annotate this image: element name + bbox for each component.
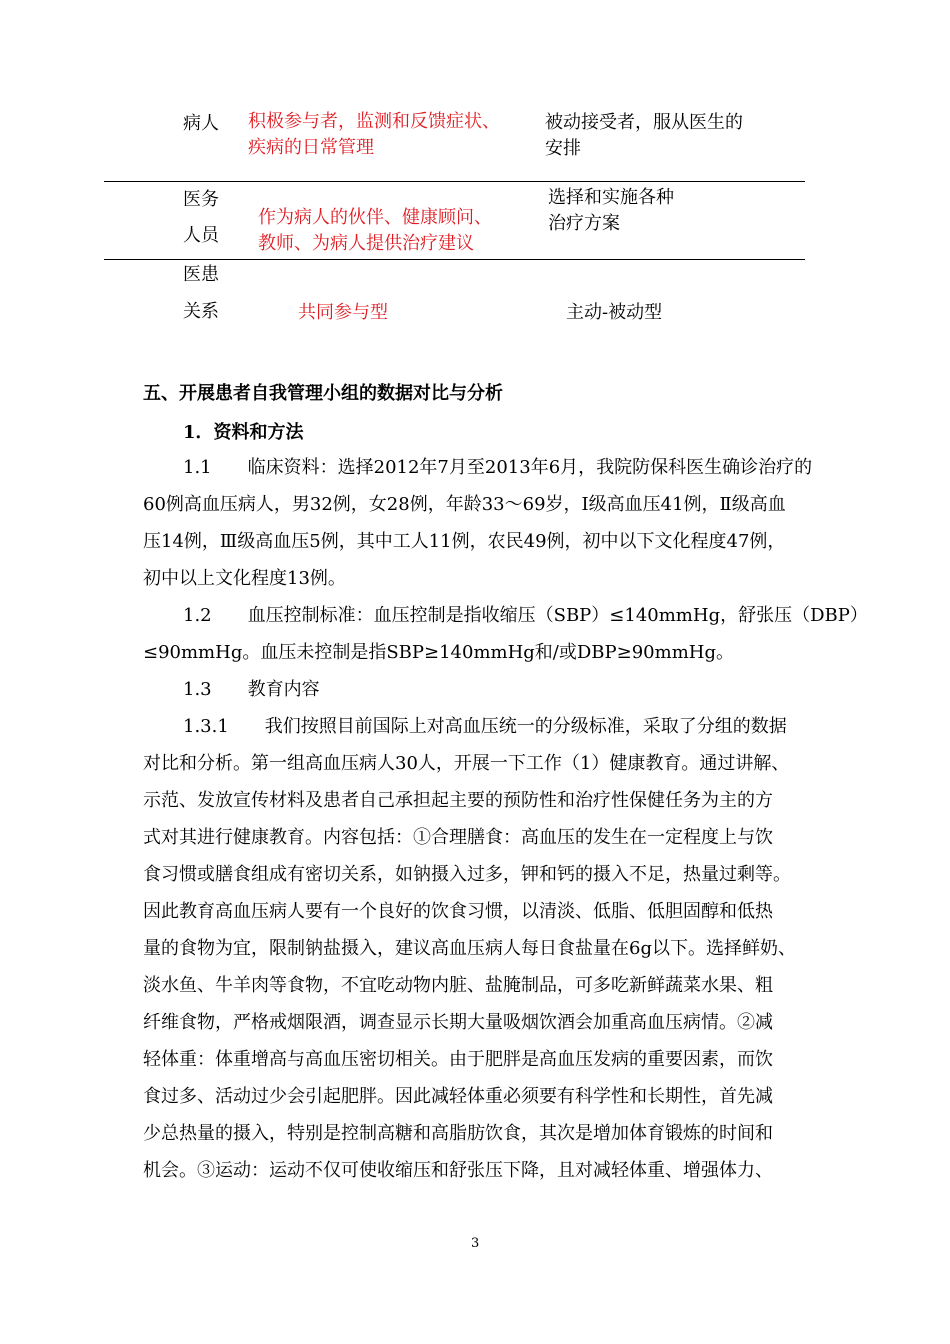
paragraph — [143, 449, 868, 597]
cell-line: 共同参与型 — [298, 302, 388, 323]
section-subtitle: 1．资料和方法 — [183, 422, 304, 443]
row-label-line: 病人 — [183, 113, 219, 134]
row-patient-label — [183, 111, 219, 137]
row-relationship-label — [183, 262, 219, 325]
row-label-line: 医患 — [183, 264, 219, 285]
paragraph-line: 初中以上文化程度13例。 — [143, 568, 346, 589]
cell-line: 治疗方案 — [548, 213, 620, 234]
paragraph-line: 因此教育高血压病人要有一个良好的饮食习惯，以清淡、低脂、低胆固醇和低热 — [143, 901, 773, 922]
row-label-line: 关系 — [183, 301, 219, 322]
paragraph-line: 对比和分析。第一组高血压病人30人，开展一下工作（1）健康教育。通过讲解、 — [143, 753, 790, 774]
paragraph-line: 量的食物为宜，限制钠盐摄入，建议高血压病人每日食盐量在6g以下。选择鲜奶、 — [143, 938, 796, 959]
row-patient-traditional — [545, 110, 743, 162]
table-rule — [104, 259, 805, 260]
cell-line: 安排 — [545, 138, 581, 159]
row-relationship-traditional — [566, 300, 662, 326]
paragraph-line: 少总热量的摄入，特别是控制高糖和高脂肪饮食，其次是增加体育锻炼的时间和 — [143, 1123, 773, 1144]
paragraph-line: 1.1 临床资料：选择2012年7月至2013年6月，我院防保科医生确诊治疗的 — [183, 457, 813, 478]
paragraph-line: 60例高血压病人，男32例，女28例，年龄33～69岁，Ⅰ级高血压41例，Ⅱ级高血 — [143, 494, 786, 515]
row-staff-label — [183, 187, 219, 249]
cell-line: 教师、为病人提供治疗建议 — [258, 233, 474, 254]
paragraph-line: 1.2 血压控制标准：血压控制是指收缩压（SBP）≤140mmHg，舒张压（DBP） — [183, 605, 868, 626]
paragraph-line: 式对其进行健康教育。内容包括：①合理膳食：高血压的发生在一定程度上与饮 — [143, 827, 773, 848]
section-title: 五、开展患者自我管理小组的数据对比与分析 — [143, 383, 503, 404]
paragraph — [143, 708, 868, 1189]
page-number: 3 — [471, 1236, 480, 1251]
paragraph — [143, 671, 868, 708]
cell-line: 疾病的日常管理 — [248, 137, 374, 158]
row-patient-self-management — [248, 109, 500, 161]
cell-line: 选择和实施各种 — [548, 187, 674, 208]
paragraph-line: 轻体重：体重增高与高血压密切相关。由于肥胖是高血压发病的重要因素，而饮 — [143, 1049, 773, 1070]
cell-line: 被动接受者，服从医生的 — [545, 112, 743, 133]
paragraph-line: 食过多、活动过少会引起肥胖。因此减轻体重必须要有科学性和长期性，首先减 — [143, 1086, 773, 1107]
paragraph-line: 淡水鱼、牛羊肉等食物，不宜吃动物内脏、盐腌制品，可多吃新鲜蔬菜水果、粗 — [143, 975, 773, 996]
row-label-line: 医务 — [183, 189, 219, 210]
body-text — [143, 449, 868, 1189]
paragraph-line: 食习惯或膳食组成有密切关系，如钠摄入过多，钾和钙的摄入不足，热量过剩等。 — [143, 864, 791, 885]
paragraph-line: ≤90mmHg。血压未控制是指SBP≥140mmHg和/或DBP≥90mmHg。 — [143, 642, 734, 663]
paragraph-line: 机会。③运动：运动不仅可使收缩压和舒张压下降，且对减轻体重、增强体力、 — [143, 1160, 773, 1181]
paragraph-line: 纤维食物，严格戒烟限酒，调查显示长期大量吸烟饮酒会加重高血压病情。②减 — [143, 1012, 773, 1033]
table-rule — [104, 181, 805, 182]
row-staff-self-management — [258, 205, 492, 257]
cell-line: 作为病人的伙伴、健康顾问、 — [258, 207, 492, 228]
paragraph-line: 1.3.1 我们按照目前国际上对高血压统一的分级标准，采取了分组的数据 — [183, 716, 787, 737]
row-relationship-self-management — [298, 300, 388, 326]
cell-line: 主动-被动型 — [566, 302, 663, 323]
paragraph-line: 1.3 教育内容 — [183, 679, 320, 700]
paragraph — [143, 597, 868, 671]
paragraph-line: 压14例，Ⅲ级高血压5例，其中工人11例，农民49例，初中以下文化程度47例， — [143, 531, 786, 552]
paragraph-line: 示范、发放宣传材料及患者自己承担起主要的预防性和治疗性保健任务为主的方 — [143, 790, 773, 811]
cell-line: 积极参与者，监测和反馈症状、 — [248, 111, 500, 132]
row-label-line: 人员 — [183, 225, 219, 246]
row-staff-traditional — [548, 185, 674, 237]
